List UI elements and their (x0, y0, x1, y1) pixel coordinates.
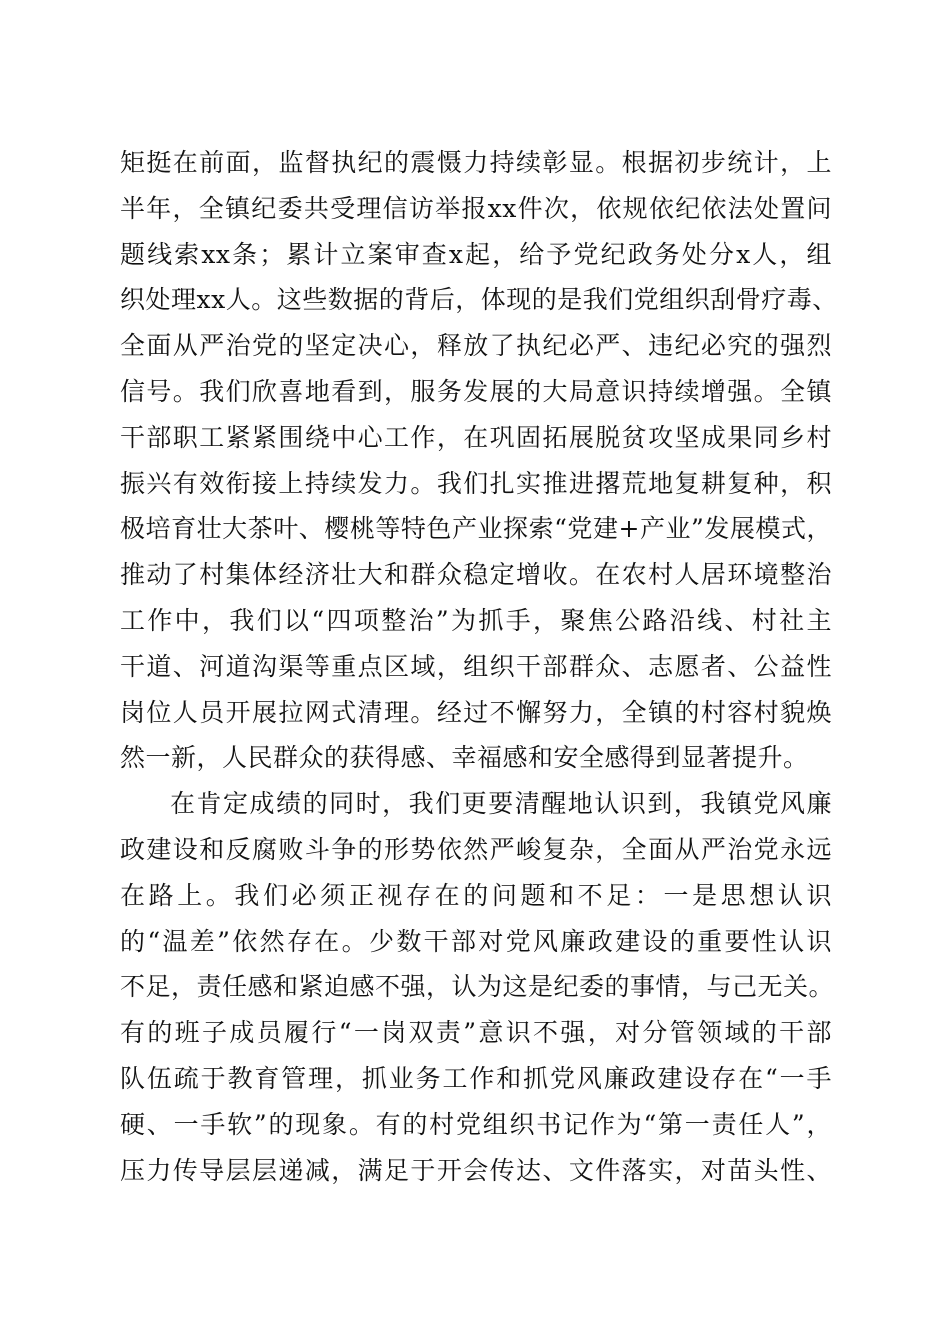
text-line: 政建设和反腐败斗争的形势依然严峻复杂，全面从严治党永远 (120, 834, 832, 864)
text-line: 队伍疏于教育管理，抓业务工作和抓党风廉政建设存在“一手 (120, 1063, 832, 1093)
text-line: 矩挺在前面，监督执纪的震慑力持续彰显。根据初步统计，上 (120, 148, 832, 177)
paragraph-2 (120, 781, 835, 1193)
text-line: 极培育壮大茶叶、樱桃等特色产业探索“党建+产业”发展模式， (120, 514, 832, 544)
text-line: 全面从严治党的坚定决心，释放了执纪必严、违纪必究的强烈 (120, 331, 832, 361)
text-line: 在肯定成绩的同时，我们更要清醒地认识到，我镇党风廉 (170, 789, 832, 819)
text-line: 岗位人员开展拉网式清理。经过不懈努力，全镇的村容村貌焕 (120, 697, 832, 727)
text-line: 织处理xx人。这些数据的背后，体现的是我们党组织刮骨疗毒、 (120, 285, 838, 315)
text-line: 题线索xx条；累计立案审查x起，给予党纪政务处分x人，组 (120, 239, 832, 269)
text-line: 振兴有效衔接上持续发力。我们扎实推进撂荒地复耕复种，积 (120, 468, 832, 498)
text-line: 压力传导层层递减，满足于开会传达、文件落实，对苗头性、 (120, 1155, 832, 1185)
text-line: 在路上。我们必须正视存在的问题和不足：一是思想认识 (120, 880, 832, 910)
text-line: 的“温差”依然存在。少数干部对党风廉政建设的重要性认识 (120, 926, 832, 956)
text-line: 然一新，人民群众的获得感、幸福感和安全感得到显著提升。 (120, 743, 809, 773)
text-line: 半年，全镇纪委共受理信访举报xx件次，依规依纪依法处置问 (120, 193, 832, 223)
text-line: 推动了村集体经济壮大和群众稳定增收。在农村人居环境整治 (120, 560, 832, 590)
paragraph-1 (120, 140, 838, 781)
text-line: 干部职工紧紧围绕中心工作，在巩固拓展脱贫攻坚成果同乡村 (120, 422, 832, 452)
text-line: 工作中，我们以“四项整治”为抓手，聚焦公路沿线、村社主 (120, 605, 832, 635)
text-line: 有的班子成员履行“一岗双责”意识不强，对分管领域的干部 (120, 1018, 832, 1048)
document-body (120, 140, 838, 1193)
text-line: 不足，责任感和紧迫感不强，认为这是纪委的事情，与己无关。 (120, 972, 835, 1002)
text-line: 干道、河道沟渠等重点区域，组织干部群众、志愿者、公益性 (120, 651, 832, 681)
text-line: 信号。我们欣喜地看到，服务发展的大局意识持续增强。全镇 (120, 376, 832, 406)
text-line: 硬、一手软”的现象。有的村党组织书记作为“第一责任人”， (120, 1109, 832, 1139)
